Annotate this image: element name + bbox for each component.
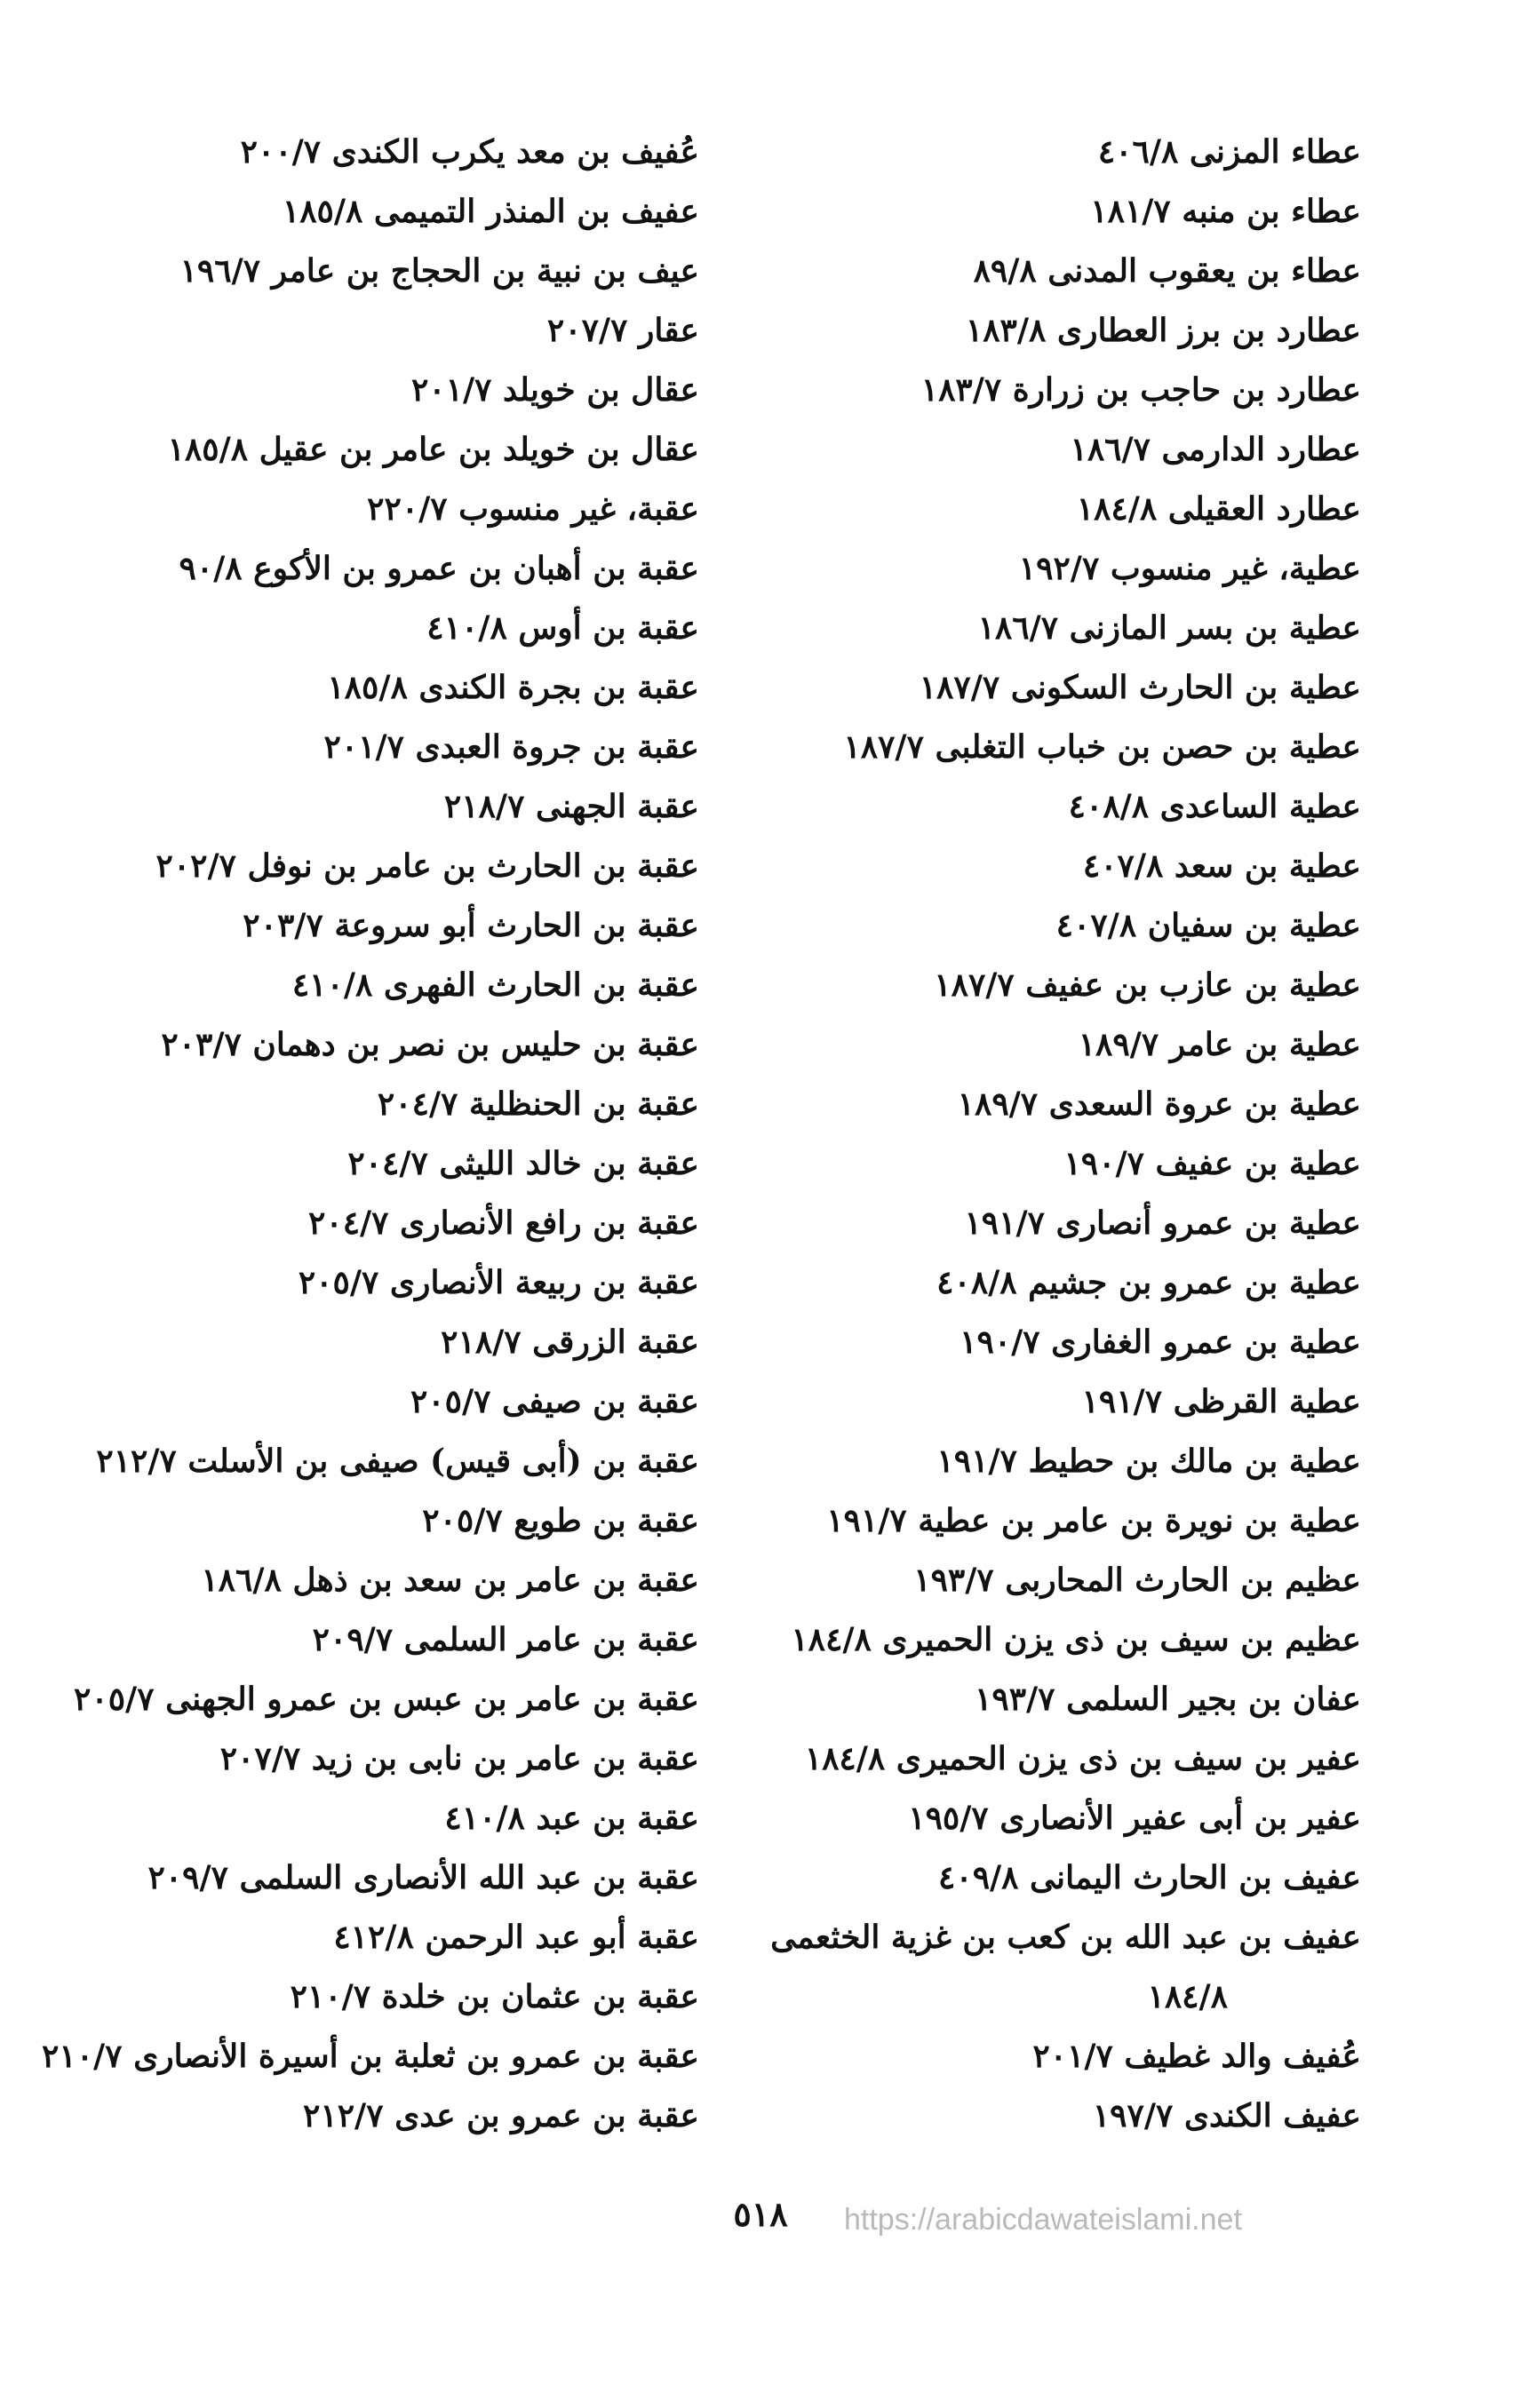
watermark-url: https://arabicdawateislami.net [844,2203,1242,2237]
index-entry: عقبة بن حليس بن نصر بن دهمان ٢٠٣/٧ [161,1026,699,1063]
index-entry: عطية بن عفيف ١٩٠/٧ [1063,1145,1361,1182]
index-entry: عقبة بن جروة العبدى ٢٠١/٧ [323,728,699,766]
index-entry: عقبة بن خالد الليثى ٢٠٤/٧ [347,1145,699,1182]
index-entry: عطية القرظى ١٩١/٧ [1081,1383,1361,1420]
index-entry: عقبة بن الحارث الفهرى ٤١٠/٨ [291,966,699,1004]
index-entry: عُفيف والد غطيف ٢٠١/٧ [1032,2038,1361,2075]
index-entry: عقبة بن أوس ٤١٠/٨ [426,609,699,647]
index-entry: عقبة بن بجرة الكندى ١٨٥/٨ [327,669,699,706]
index-column-right [721,123,1361,2146]
index-entry: عطاء بن منبه ١٨١/٧ [1090,193,1361,230]
index-entry: عطية بن مالك بن حطيط ١٩١/٧ [936,1442,1361,1480]
index-entry: عطية بن عامر ١٨٩/٧ [1078,1026,1361,1063]
index-entry: عقبة الجهنى ٢١٨/٧ [443,788,699,825]
index-entry: عقبة بن رافع الأنصارى ٢٠٤/٧ [308,1204,699,1242]
index-entry-wrapped [721,1908,1361,2027]
index-entry: عطارد بن برز العطارى ١٨٣/٨ [965,312,1361,349]
index-entry: عقبة بن عامر بن سعد بن ذهل ١٨٦/٨ [201,1562,699,1599]
index-entry: عيف بن نبية بن الحجاج بن عامر ١٩٦/٧ [179,252,699,290]
index-entry-continuation: ١٨٤/٨ [1147,1978,1228,2015]
index-entry: عقبة بن عمرو بن ثعلبة بن أسيرة الأنصارى ٢١٠/٧ [42,2038,699,2075]
index-entry: عطية بن عمرو أنصارى ١٩١/٧ [964,1204,1361,1242]
index-entry: عقبة الزرقى ٢١٨/٧ [441,1323,699,1361]
index-entry: عطاء المزنى ٤٠٦/٨ [1097,133,1361,171]
index-entry: عفان بن بجير السلمى ١٩٣/٧ [975,1681,1361,1718]
index-entry: عقبة بن عبد الله الأنصارى السلمى ٢٠٩/٧ [147,1859,699,1896]
index-entry: عفير بن سيف بن ذى يزن الحميرى ١٨٤/٨ [804,1740,1361,1777]
index-entry: عطية بن بسر المازنى ١٨٦/٧ [977,609,1361,647]
index-entry: عقال بن خويلد ٢٠١/٧ [410,371,699,409]
index-entry: عفيف الكندى ١٩٧/٧ [1092,2097,1361,2134]
index-entry: عُفيف بن معد يكرب الكندى ٢٠٠/٧ [240,133,699,171]
index-entry: عقار ٢٠٧/٧ [546,312,699,349]
index-entry: عقبة بن صيفى ٢٠٥/٧ [410,1383,699,1420]
index-entry: عطية بن عمرو بن جشيم ٤٠٨/٨ [936,1264,1361,1301]
index-entry: عقبة بن الحارث بن عامر بن نوفل ٢٠٢/٧ [155,847,699,885]
index-entry: عطارد الدارمى ١٨٦/٧ [1070,431,1361,468]
index-entry: عطارد بن حاجب بن زرارة ١٨٣/٧ [920,371,1361,409]
index-entry: عقبة بن (أبى قيس) صيفى بن الأسلت ٢١٢/٧ [96,1442,699,1480]
index-entry: عظيم بن سيف بن ذى يزن الحميرى ١٨٤/٨ [791,1621,1361,1658]
index-entry: عقبة بن عثمان بن خلدة ٢١٠/٧ [290,1978,699,2015]
index-entry: عطية بن سعد ٤٠٧/٨ [1082,847,1361,885]
index-entry: عطية بن عمرو الغفارى ١٩٠/٧ [960,1323,1361,1361]
index-entry: عقبة بن عامر بن عبس بن عمرو الجهنى ٢٠٥/٧ [74,1681,699,1718]
index-entry: عقبة بن ربيعة الأنصارى ٢٠٥/٧ [298,1264,699,1301]
index-entry: عطية بن حصن بن خباب التغلبى ١٨٧/٧ [843,728,1361,766]
index-entry: عطية بن عروة السعدى ١٨٩/٧ [957,1085,1361,1123]
index-entry: عطية بن سفيان ٤٠٧/٨ [1055,907,1361,944]
index-entry-text: عفيف بن عبد الله بن كعب بن غزية الخثعمى [770,1919,1361,1956]
index-entry: عطية بن الحارث السكونى ١٨٧/٧ [919,669,1361,706]
index-entry: عقال بن خويلد بن عامر بن عقيل ١٨٥/٨ [167,431,699,468]
index-entry: عقبة بن عبد ٤١٠/٨ [444,1800,699,1837]
index-entry: عفيف بن الحارث اليمانى ٤٠٩/٨ [938,1859,1361,1896]
index-entry: عقبة بن أهبان بن عمرو بن الأكوع ٩٠/٨ [179,550,699,587]
index-entry: عطية الساعدى ٤٠٨/٨ [1068,788,1361,825]
index-entry: عقبة أبو عبد الرحمن ٤١٢/٨ [333,1919,699,1956]
index-column-left [0,123,699,2146]
index-entry: عطية، غير منسوب ١٩٢/٧ [1018,550,1361,587]
index-entry: عقبة بن عامر السلمى ٢٠٩/٧ [312,1621,699,1658]
index-entry: عطاء بن يعقوب المدنى ٨٩/٨ [973,252,1361,290]
index-entry: عقبة، غير منسوب ٢٢٠/٧ [367,490,699,528]
index-entry: عفير بن أبى عفير الأنصارى ١٩٥/٧ [908,1800,1361,1837]
page-number: ٥١٨ [733,2194,788,2234]
index-entry: عقبة بن طويع ٢٠٥/٧ [422,1502,699,1539]
index-entry: عطية بن نويرة بن عامر بن عطية ١٩١/٧ [826,1502,1361,1539]
index-entry: عقبة بن عامر بن نابى بن زيد ٢٠٧/٧ [219,1740,699,1777]
index-entry: عقبة بن عمرو بن عدى ٢١٢/٧ [303,2097,699,2134]
index-entry: عظيم بن الحارث المحاربى ١٩٣/٧ [913,1562,1361,1599]
index-entry: عطية بن عازب بن عفيف ١٨٧/٧ [934,966,1361,1004]
index-entry: عطارد العقيلى ١٨٤/٨ [1076,490,1361,528]
index-entry: عقبة بن الحنظلية ٢٠٤/٧ [377,1085,699,1123]
index-entry: عفيف بن المنذر التميمى ١٨٥/٨ [282,193,699,230]
index-entry: عقبة بن الحارث أبو سروعة ٢٠٣/٧ [243,907,699,944]
